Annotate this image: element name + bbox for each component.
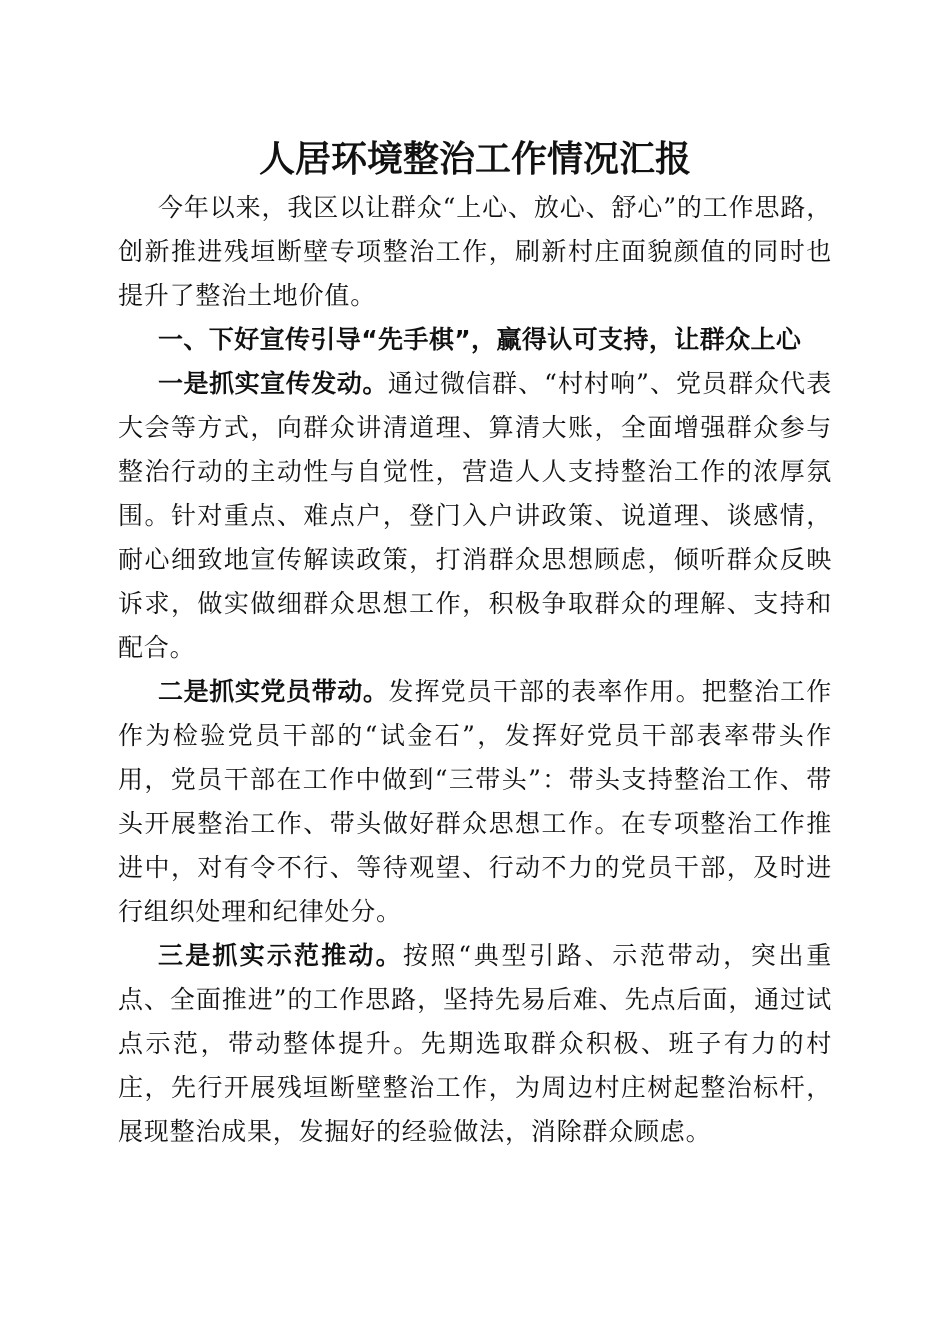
paragraph-text: 发挥党员干部的表率作用。把整治工作作为检验党员干部的“试金石”，发挥好党员干部表率带头作用，党员干部在工作中做到“三带头”：带头支持整治工作、带头开展整治工作、带头做好群众思想工作。在专项整治工作推进中，对有令不行、等待观望、行动不力的党员干部，及时进行组织处理和纪律处分。: [118, 677, 832, 926]
document-body: [118, 186, 832, 1154]
paragraph-text: 通过微信群、“村村响”、党员群众代表大会等方式，向群众讲清道理、算清大账，全面增强群众参与整治行动的主动性与自觉性，营造人人支持整治工作的浓厚氛围。针对重点、难点户，登门入户讲政策、说道理、谈感情，耐心细致地宣传解读政策，打消群众思想顾虑，倾听群众反映诉求，做实做细群众思想工作，积极争取群众的理解、支持和配合。: [118, 369, 832, 662]
intro-paragraph: 今年以来，我区以让群众“上心、放心、舒心”的工作思路，创新推进残垣断壁专项整治工作，刷新村庄面貌颜值的同时也提升了整治土地价值。: [118, 193, 832, 310]
paragraph-lead: 一是抓实宣传发动。: [158, 369, 388, 398]
paragraph-lead: 二是抓实党员带动。: [158, 677, 389, 706]
paragraph-text: 按照“典型引路、示范带动，突出重点、全面推进”的工作思路，坚持先易后难、先点后面，通过试点示范，带动整体提升。先期选取群众积极、班子有力的村庄，先行开展残垣断壁整治工作，为周边村庄树起整治标杆，展现整治成果，发掘好的经验做法，消除群众顾虑。: [118, 941, 832, 1146]
document-title: 人居环境整治工作情况汇报: [258, 138, 691, 180]
section-heading: 一、下好宣传引导“先手棋”，赢得认可支持，让群众上心: [158, 325, 802, 354]
paragraph-demonstration: [118, 934, 832, 1154]
paragraph-party-members: [118, 670, 832, 934]
paragraph-publicity: [118, 362, 832, 670]
document-page: [118, 0, 832, 1344]
paragraph-lead: 三是抓实示范推动。: [158, 941, 403, 970]
